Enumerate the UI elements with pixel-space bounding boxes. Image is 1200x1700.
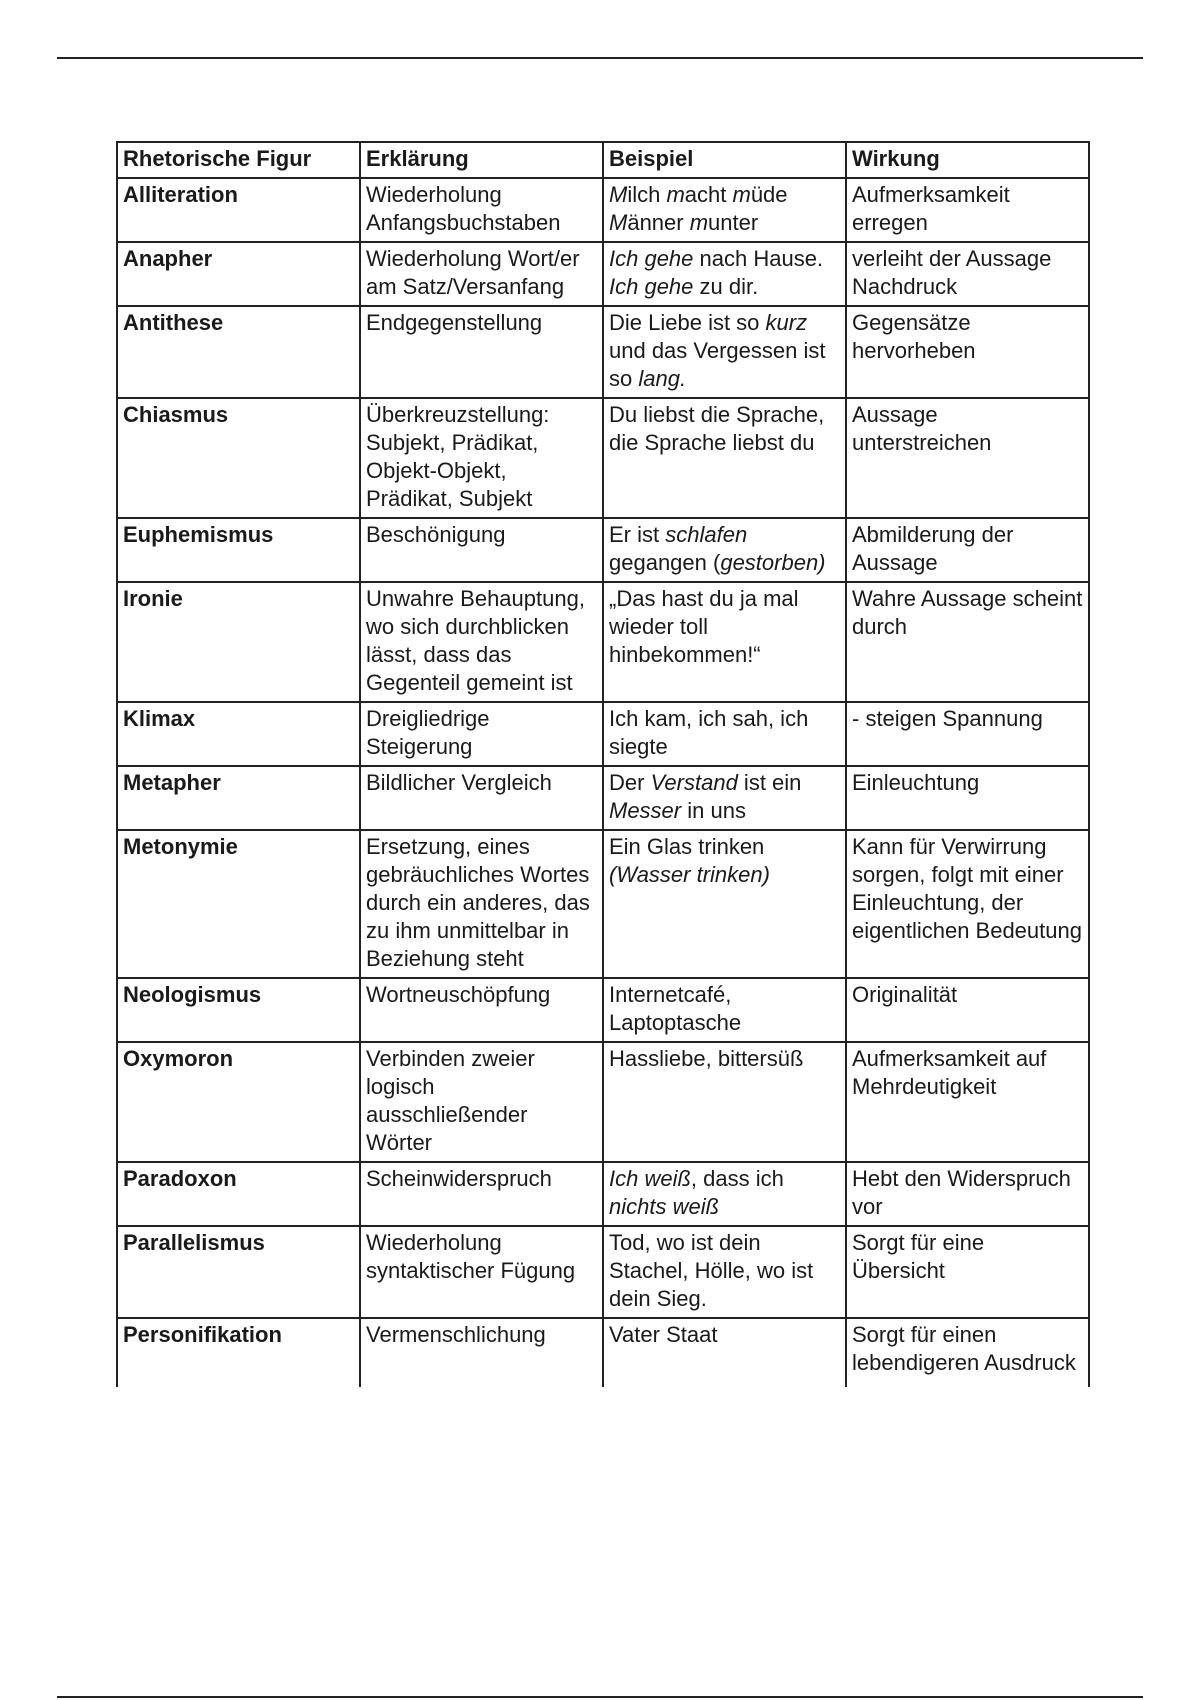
top-rule — [57, 57, 1143, 59]
figure-cell: Oxymoron — [117, 1042, 360, 1162]
explanation-cell: Wiederholung Wort/er am Satz/Versanfang — [360, 242, 603, 306]
example-text: Hassliebe, bittersüß — [609, 1046, 804, 1071]
example-emphasis: (Wasser trinken) — [609, 862, 770, 887]
example-text: üde — [750, 182, 788, 207]
example-emphasis: M — [609, 210, 628, 235]
effect-cell: Sorgt für eine Übersicht — [846, 1226, 1089, 1318]
example-text: ilch — [627, 182, 667, 207]
table-row — [117, 1226, 1089, 1318]
header-effect: Wirkung — [846, 142, 1089, 178]
example-emphasis: Ich gehe — [609, 274, 694, 299]
example-text: „Das hast du ja mal wieder toll hinbekommen!“ — [609, 586, 799, 667]
example-emphasis: schlafen — [665, 522, 748, 547]
explanation-cell: Beschönigung — [360, 518, 603, 582]
rhetoric-table — [116, 141, 1090, 1387]
example-text: Ein Glas trinken — [609, 834, 765, 859]
example-text: in uns — [681, 798, 746, 823]
example-text: Internetcafé, Laptoptasche — [609, 982, 742, 1035]
effect-cell: Aufmerksamkeit erregen — [846, 178, 1089, 242]
example-emphasis: Verstand — [650, 770, 738, 795]
example-emphasis: lang. — [638, 366, 687, 391]
explanation-cell: Wiederholung Anfangsbuchstaben — [360, 178, 603, 242]
example-cell — [603, 518, 846, 582]
example-text: unter — [708, 210, 759, 235]
table-row — [117, 178, 1089, 242]
figure-cell: Chiasmus — [117, 398, 360, 518]
example-text: , dass ich — [690, 1166, 784, 1191]
effect-cell: Einleuchtung — [846, 766, 1089, 830]
example-cell — [603, 978, 846, 1042]
effect-cell: verleiht der Aussage Nachdruck — [846, 242, 1089, 306]
explanation-cell: Scheinwiderspruch — [360, 1162, 603, 1226]
figure-cell: Personifikation — [117, 1318, 360, 1387]
example-text: Du liebst die Sprache, die Sprache liebst du — [609, 402, 825, 455]
figure-cell: Antithese — [117, 306, 360, 398]
header-figure: Rhetorische Figur — [117, 142, 360, 178]
effect-cell: Wahre Aussage scheint durch — [846, 582, 1089, 702]
table-row — [117, 518, 1089, 582]
figure-cell: Metonymie — [117, 830, 360, 978]
example-emphasis: Ich weiß — [609, 1166, 691, 1191]
table-row — [117, 1318, 1089, 1387]
example-cell — [603, 178, 846, 242]
explanation-cell: Ersetzung, eines gebräuchliches Wortes durch ein anderes, das zu ihm unmittelbar in Beziehung steht — [360, 830, 603, 978]
effect-cell: Hebt den Widerspruch vor — [846, 1162, 1089, 1226]
example-text: nach Hause. — [693, 246, 824, 271]
explanation-cell: Unwahre Behauptung, wo sich durchblicken lässt, dass das Gegenteil gemeint ist — [360, 582, 603, 702]
example-cell — [603, 582, 846, 702]
example-text: Ich kam, ich sah, ich siegte — [609, 706, 809, 759]
example-cell — [603, 1162, 846, 1226]
example-emphasis: nichts weiß — [609, 1194, 720, 1219]
example-cell — [603, 1226, 846, 1318]
figure-cell: Alliteration — [117, 178, 360, 242]
table-header-row — [117, 142, 1089, 178]
table-row — [117, 978, 1089, 1042]
explanation-cell: Wortneuschöpfung — [360, 978, 603, 1042]
effect-cell: Aussage unterstreichen — [846, 398, 1089, 518]
explanation-cell: Wiederholung syntaktischer Fügung — [360, 1226, 603, 1318]
example-text: Die Liebe ist so — [609, 310, 766, 335]
table-row — [117, 766, 1089, 830]
table-row — [117, 306, 1089, 398]
example-text: Vater Staat — [609, 1322, 718, 1347]
example-emphasis: m — [689, 210, 709, 235]
table-row — [117, 1162, 1089, 1226]
example-text: ist ein — [737, 770, 802, 795]
example-text: zu dir. — [693, 274, 759, 299]
effect-cell: Sorgt für einen lebendigeren Ausdruck — [846, 1318, 1089, 1387]
example-emphasis: m — [666, 182, 685, 207]
example-text: Tod, wo ist dein Stachel, Hölle, wo ist dein Sieg. — [609, 1230, 814, 1311]
example-text: und das Vergessen ist so — [609, 338, 826, 391]
figure-cell: Metapher — [117, 766, 360, 830]
bottom-rule — [57, 1696, 1143, 1698]
example-cell — [603, 398, 846, 518]
example-cell — [603, 1042, 846, 1162]
figure-cell: Parallelismus — [117, 1226, 360, 1318]
effect-cell: Originalität — [846, 978, 1089, 1042]
explanation-cell: Vermenschlichung — [360, 1318, 603, 1387]
figure-cell: Ironie — [117, 582, 360, 702]
figure-cell: Neologismus — [117, 978, 360, 1042]
table-row — [117, 582, 1089, 702]
example-cell — [603, 702, 846, 766]
header-explanation: Erklärung — [360, 142, 603, 178]
example-text: acht — [684, 182, 733, 207]
table-row — [117, 242, 1089, 306]
example-emphasis: Ich gehe — [609, 246, 694, 271]
effect-cell: Abmilderung der Aussage — [846, 518, 1089, 582]
explanation-cell: Endgegenstellung — [360, 306, 603, 398]
example-cell — [603, 306, 846, 398]
example-emphasis: gestorben) — [720, 550, 826, 575]
figure-cell: Euphemismus — [117, 518, 360, 582]
table-row — [117, 830, 1089, 978]
explanation-cell: Verbinden zweier logisch ausschließender Wörter — [360, 1042, 603, 1162]
example-cell — [603, 766, 846, 830]
effect-cell: Aufmerksamkeit auf Mehrdeutigkeit — [846, 1042, 1089, 1162]
table-row — [117, 1042, 1089, 1162]
effect-cell: - steigen Spannung — [846, 702, 1089, 766]
example-cell — [603, 1318, 846, 1387]
example-emphasis: m — [732, 182, 751, 207]
table-row — [117, 702, 1089, 766]
figure-cell: Paradoxon — [117, 1162, 360, 1226]
example-emphasis: kurz — [765, 310, 808, 335]
effect-cell: Kann für Verwirrung sorgen, folgt mit einer Einleuchtung, der eigentlichen Bedeutung — [846, 830, 1089, 978]
figure-cell: Klimax — [117, 702, 360, 766]
explanation-cell: Dreigliedrige Steigerung — [360, 702, 603, 766]
example-cell — [603, 830, 846, 978]
table-row — [117, 398, 1089, 518]
header-example: Beispiel — [603, 142, 846, 178]
example-emphasis: M — [609, 182, 628, 207]
explanation-cell: Überkreuzstellung: Subjekt, Prädikat, Objekt-Objekt, Prädikat, Subjekt — [360, 398, 603, 518]
example-text: gegangen ( — [609, 550, 721, 575]
example-text: änner — [627, 210, 690, 235]
example-text: Er ist — [609, 522, 666, 547]
figure-cell: Anapher — [117, 242, 360, 306]
example-cell — [603, 242, 846, 306]
effect-cell: Gegensätze hervorheben — [846, 306, 1089, 398]
example-emphasis: Messer — [609, 798, 682, 823]
explanation-cell: Bildlicher Vergleich — [360, 766, 603, 830]
example-text: Der — [609, 770, 651, 795]
